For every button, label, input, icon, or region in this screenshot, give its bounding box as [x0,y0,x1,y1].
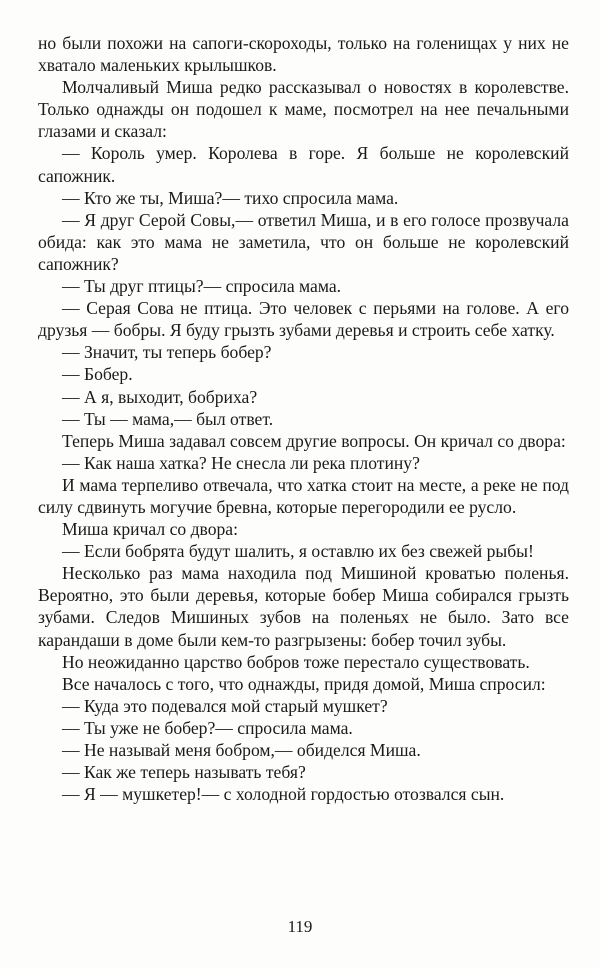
paragraph-7: — Серая Сова не птица. Это человек с перьями на голове. А его друзья — бобры. Я буду грызть зубами деревья и строить себе хатку. [38,298,569,341]
page-number: 119 [287,917,313,936]
paragraph-2: Молчаливый Миша редко рассказывал о новостях в королевстве. Только однажды он подошел к маме, посмотрел на нее печальными глазами и сказал: [38,77,569,142]
paragraph-24: — Я — мушкетер!— с холодной гордостью отозвался сын. [62,784,505,805]
paragraph-11: — Ты — мама,— был ответ. [62,408,274,429]
paragraph-13: — Как наша хатка? Не снесла ли река плотину? [62,452,420,473]
paragraph-14: И мама терпеливо отвечала, что хатка стоит на месте, а реке не под силу сдвинуть могучие бревна, которые перегородили ее русло. [38,474,569,517]
paragraph-19: Все началось с того, что однажды, придя домой, Миша спросил: [62,673,546,694]
paragraph-12: Теперь Миша задавал совсем другие вопросы. Он кричал со двора: [62,430,566,451]
paragraph-9: — Бобер. [62,364,133,385]
paragraph-23: — Как же теперь называть тебя? [62,762,306,783]
paragraph-10: — А я, выходит, бобриха? [62,386,258,407]
paragraph-4: — Кто же ты, Миша?— тихо спросила мама. [62,187,399,208]
paragraph-6: — Ты друг птицы?— спросила мама. [62,276,342,297]
paragraph-16: — Если бобрята будут шалить, я оставлю их без свежей рыбы! [62,541,534,562]
paragraph-17: Несколько раз мама находила под Мишиной кроватью поленья. Вероятно, это были деревья, которые бобер Миша собирался грызть зубами. Следов Мишиных зубов на поленьях не было. Зато все карандаши в доме были кем-то разгрызены: бобер точил зубы. [38,563,569,650]
paragraph-21: — Ты уже не бобер?— спросила мама. [62,717,353,738]
paragraph-15: Миша кричал со двора: [62,519,238,540]
paragraph-1: но были похожи на сапоги-скороходы, только на голенищах у них не хватало маленьких крылышков. [38,33,569,76]
paragraph-5: — Я друг Серой Совы,— ответил Миша, и в его голосе прозвучала обида: как это мама не заметила, что он больше не королевский сапожник? [38,209,569,274]
paragraph-22: — Не называй меня бобром,— обиделся Миша. [62,740,421,760]
paragraph-18: Но неожиданно царство бобров тоже перестало существовать. [62,651,530,672]
paragraph-3: — Король умер. Королева в горе. Я больше не королевский сапожник. [38,143,569,186]
paragraph-8: — Значит, ты теперь бобер? [62,342,272,363]
paragraph-20: — Куда это подевался мой старый мушкет? [62,695,388,716]
page-text [38,32,569,805]
